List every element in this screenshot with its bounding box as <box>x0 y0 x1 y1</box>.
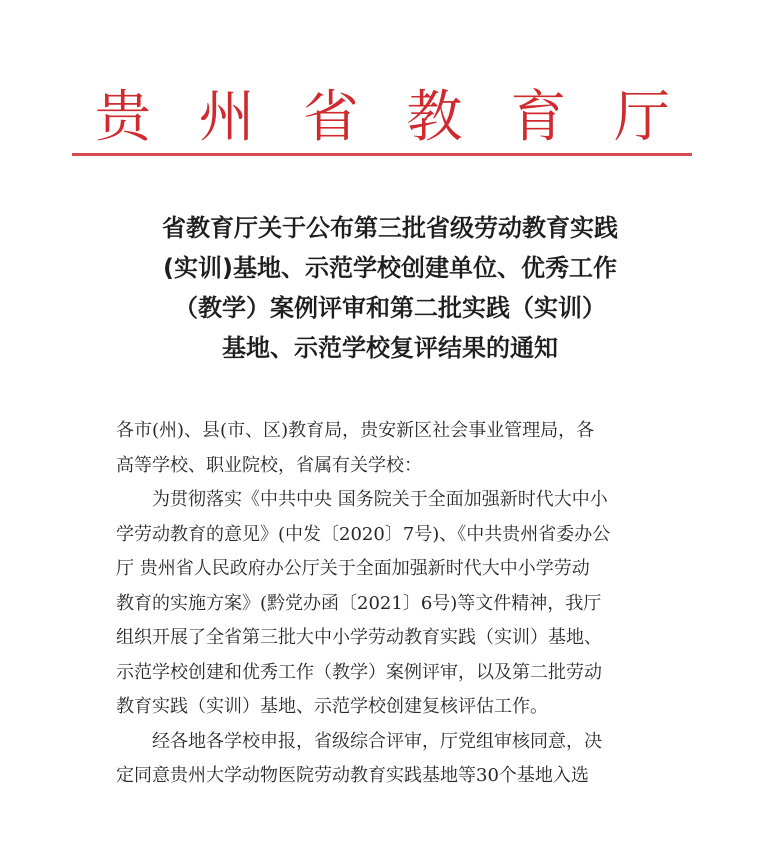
body-line: 为贯彻落实《中共中央 国务院关于全面加强新时代大中小 <box>152 489 608 510</box>
document-body <box>116 414 664 794</box>
letterhead-char: 厅 <box>613 85 670 150</box>
title-line: (实训)基地、示范学校创建单位、优秀工作 <box>163 254 617 282</box>
body-line: 组织开展了全省第三批大中小学劳动教育实践（实训）基地、 <box>116 627 602 648</box>
letterhead-char: 育 <box>510 85 567 150</box>
title-line: 基地、示范学校复评结果的通知 <box>222 334 558 362</box>
salutation-line: 各市(州)、县(市、区)教育局，贵安新区社会事业管理局，各 <box>116 420 595 441</box>
body-line: 教育实践（实训）基地、示范学校创建复核评估工作。 <box>116 696 548 717</box>
body-line: 厅 贵州省人民政府办公厅关于全面加强新时代大中小学劳动 <box>116 558 590 579</box>
body-line: 定同意贵州大学动物医院劳动教育实践基地等30个基地入选 <box>116 765 589 786</box>
body-line: 经各地各学校申报，省级综合评审，厅党组审核同意，决 <box>152 730 602 752</box>
salutation-line: 高等学校、职业院校，省属有关学校： <box>116 454 422 476</box>
letterhead-char: 贵 <box>95 85 151 150</box>
body-line: 教育的实施方案》(黔党办函〔2021〕6号)等文件精神，我厅 <box>116 592 602 614</box>
body-line: 学劳动教育的意见》(中发〔2020〕7号)、《中共贵州省委办公 <box>116 523 611 545</box>
letterhead-char: 省 <box>302 85 359 150</box>
letterhead-char: 教 <box>406 85 463 150</box>
letterhead-char: 州 <box>198 85 255 150</box>
body-line: 示范学校创建和优秀工作（教学）案例评审，以及第二批劳动 <box>116 661 602 683</box>
agency-letterhead <box>95 78 670 158</box>
letterhead-divider <box>72 153 692 156</box>
document-title <box>100 208 680 368</box>
title-line: （教学）案例评审和第二批实践（实训） <box>174 294 606 322</box>
title-line: 省教育厅关于公布第三批省级劳动教育实践 <box>162 214 618 242</box>
